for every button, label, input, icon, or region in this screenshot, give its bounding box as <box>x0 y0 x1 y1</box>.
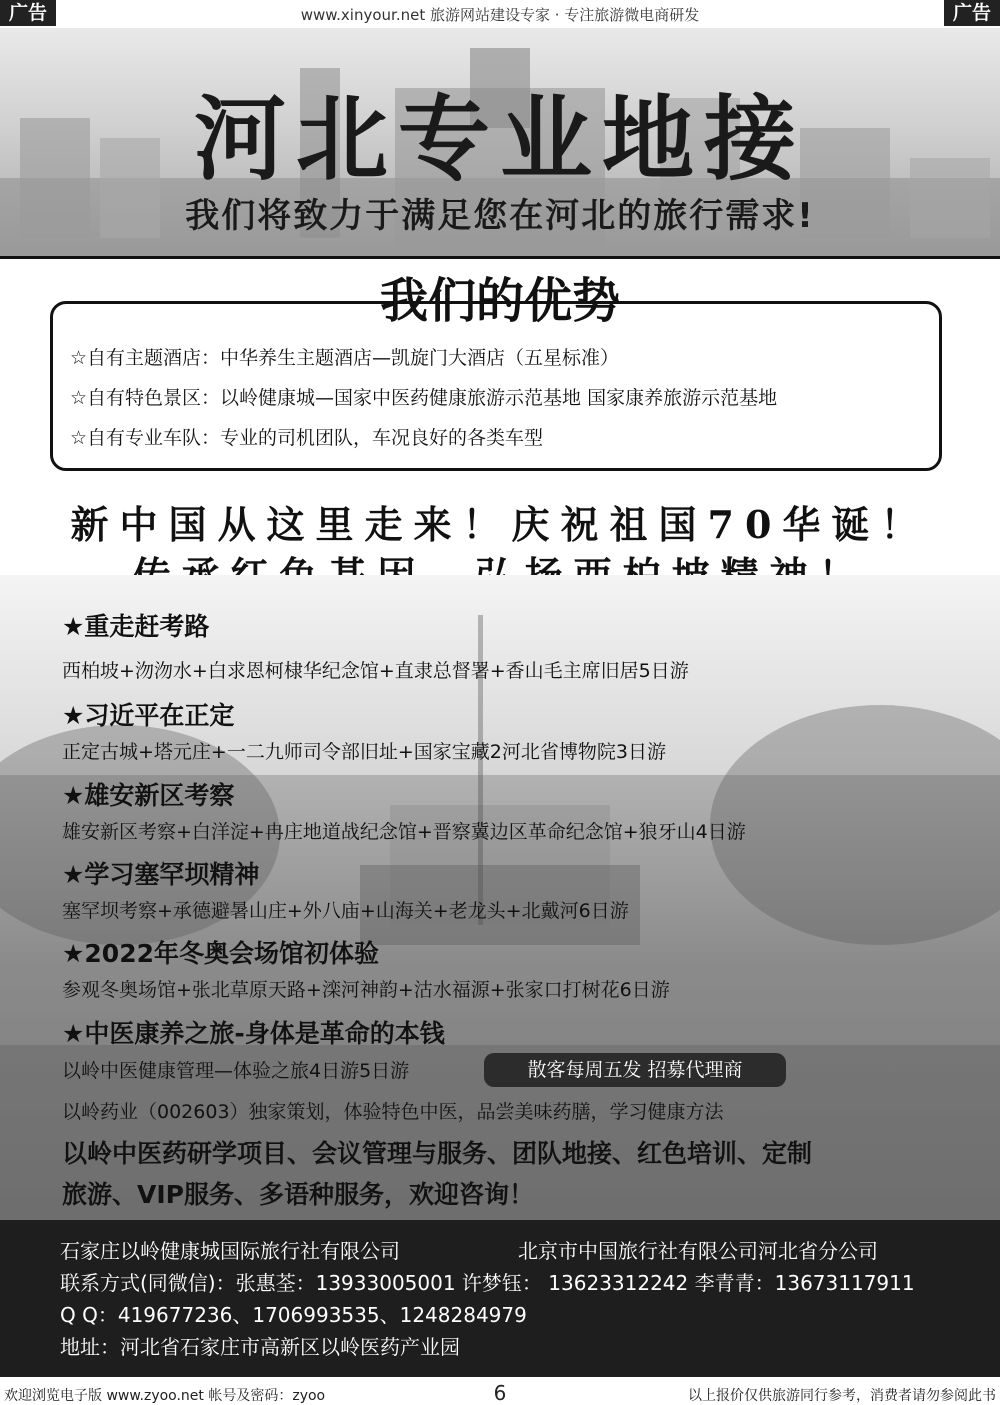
ebook-notice: 欢迎浏览电子版 www.zyoo.net 帐号及密码：zyoo <box>4 1388 326 1404</box>
route-desc: 参观冬奥场馆+张北草原天路+滦河神韵+沽水福源+张家口打树花6日游 <box>62 979 670 1001</box>
route-title: ★中医康养之旅-身体是革命的本钱 <box>62 1019 445 1048</box>
ad-label-left: 广告 <box>0 0 56 26</box>
route-desc: 雄安新区考察+白洋淀+冉庄地道战纪念馆+晋察冀边区革命纪念馆+狼牙山4日游 <box>62 821 746 843</box>
advantage-item: ☆自有主题酒店：中华养生主题酒店—凯旋门大酒店（五星标准） <box>70 347 620 369</box>
route-title: ★雄安新区考察 <box>62 781 235 810</box>
contact-address: 地址：河北省石家庄市高新区以岭医药产业园 <box>60 1335 460 1359</box>
advantage-item: ☆自有专业车队：专业的司机团队，车况良好的各类车型 <box>70 427 544 449</box>
route-title: ★重走赶考路 <box>62 612 210 641</box>
ad-label-right: 广告 <box>944 0 1000 26</box>
advantage-item: ☆自有特色景区：以岭健康城—国家中医药健康旅游示范基地 国家康养旅游示范基地 <box>70 387 778 409</box>
banner-divider <box>0 256 1000 259</box>
contact-qq: Q Q：419677236、1706993535、1248284979 <box>60 1303 527 1327</box>
company-name: 石家庄以岭健康城国际旅行社有限公司 <box>60 1239 400 1263</box>
page-subtitle: 我们将致力于满足您在河北的旅行需求! <box>185 196 815 236</box>
company-name: 北京市中国旅行社有限公司河北省分公司 <box>518 1239 878 1263</box>
advantages-heading: 我们的优势 <box>379 273 620 329</box>
page-title: 河北专业地接 <box>193 86 806 193</box>
route-desc: 以岭中医健康管理—体验之旅4日游5日游 <box>62 1060 410 1082</box>
header-site-line: www.xinyour.net 旅游网站建设专家 · 专注旅游微电商研发 <box>300 6 700 24</box>
route-extra-desc: 以岭药业（002603）独家策划，体验特色中医，品尝美味药膳，学习健康方法 <box>62 1101 724 1123</box>
services-line: 旅游、VIP服务、多语种服务，欢迎咨询！ <box>62 1180 534 1209</box>
contact-phones: 联系方式(同微信)：张惠荃：13933005001 许梦钰： 13623312242 李青青：13673117911 <box>60 1271 915 1295</box>
route-desc: 正定古城+塔元庄+一二九师司令部旧址+国家宝藏2河北省博物院3日游 <box>62 741 666 763</box>
route-desc: 塞罕坝考察+承德避暑山庄+外八庙+山海关+老龙头+北戴河6日游 <box>62 900 629 922</box>
departure-badge: 散客每周五发 招募代理商 <box>484 1053 786 1087</box>
services-line: 以岭中医药研学项目、会议管理与服务、团队地接、红色培训、定制 <box>62 1139 813 1168</box>
route-title: ★习近平在正定 <box>62 701 235 730</box>
route-title: ★2022年冬奥会场馆初体验 <box>62 939 379 968</box>
page-number: 6 <box>493 1381 507 1405</box>
slogan-line: 新中国从这里走来！庆祝祖国70华诞！ <box>70 502 930 547</box>
disclaimer: 以上报价仅供旅游同行参考，消费者请勿参阅此书 <box>688 1388 996 1404</box>
route-desc: 西柏坡+沕沕水+白求恩柯棣华纪念馆+直隶总督署+香山毛主席旧居5日游 <box>62 660 689 682</box>
route-title: ★学习塞罕坝精神 <box>62 860 260 889</box>
